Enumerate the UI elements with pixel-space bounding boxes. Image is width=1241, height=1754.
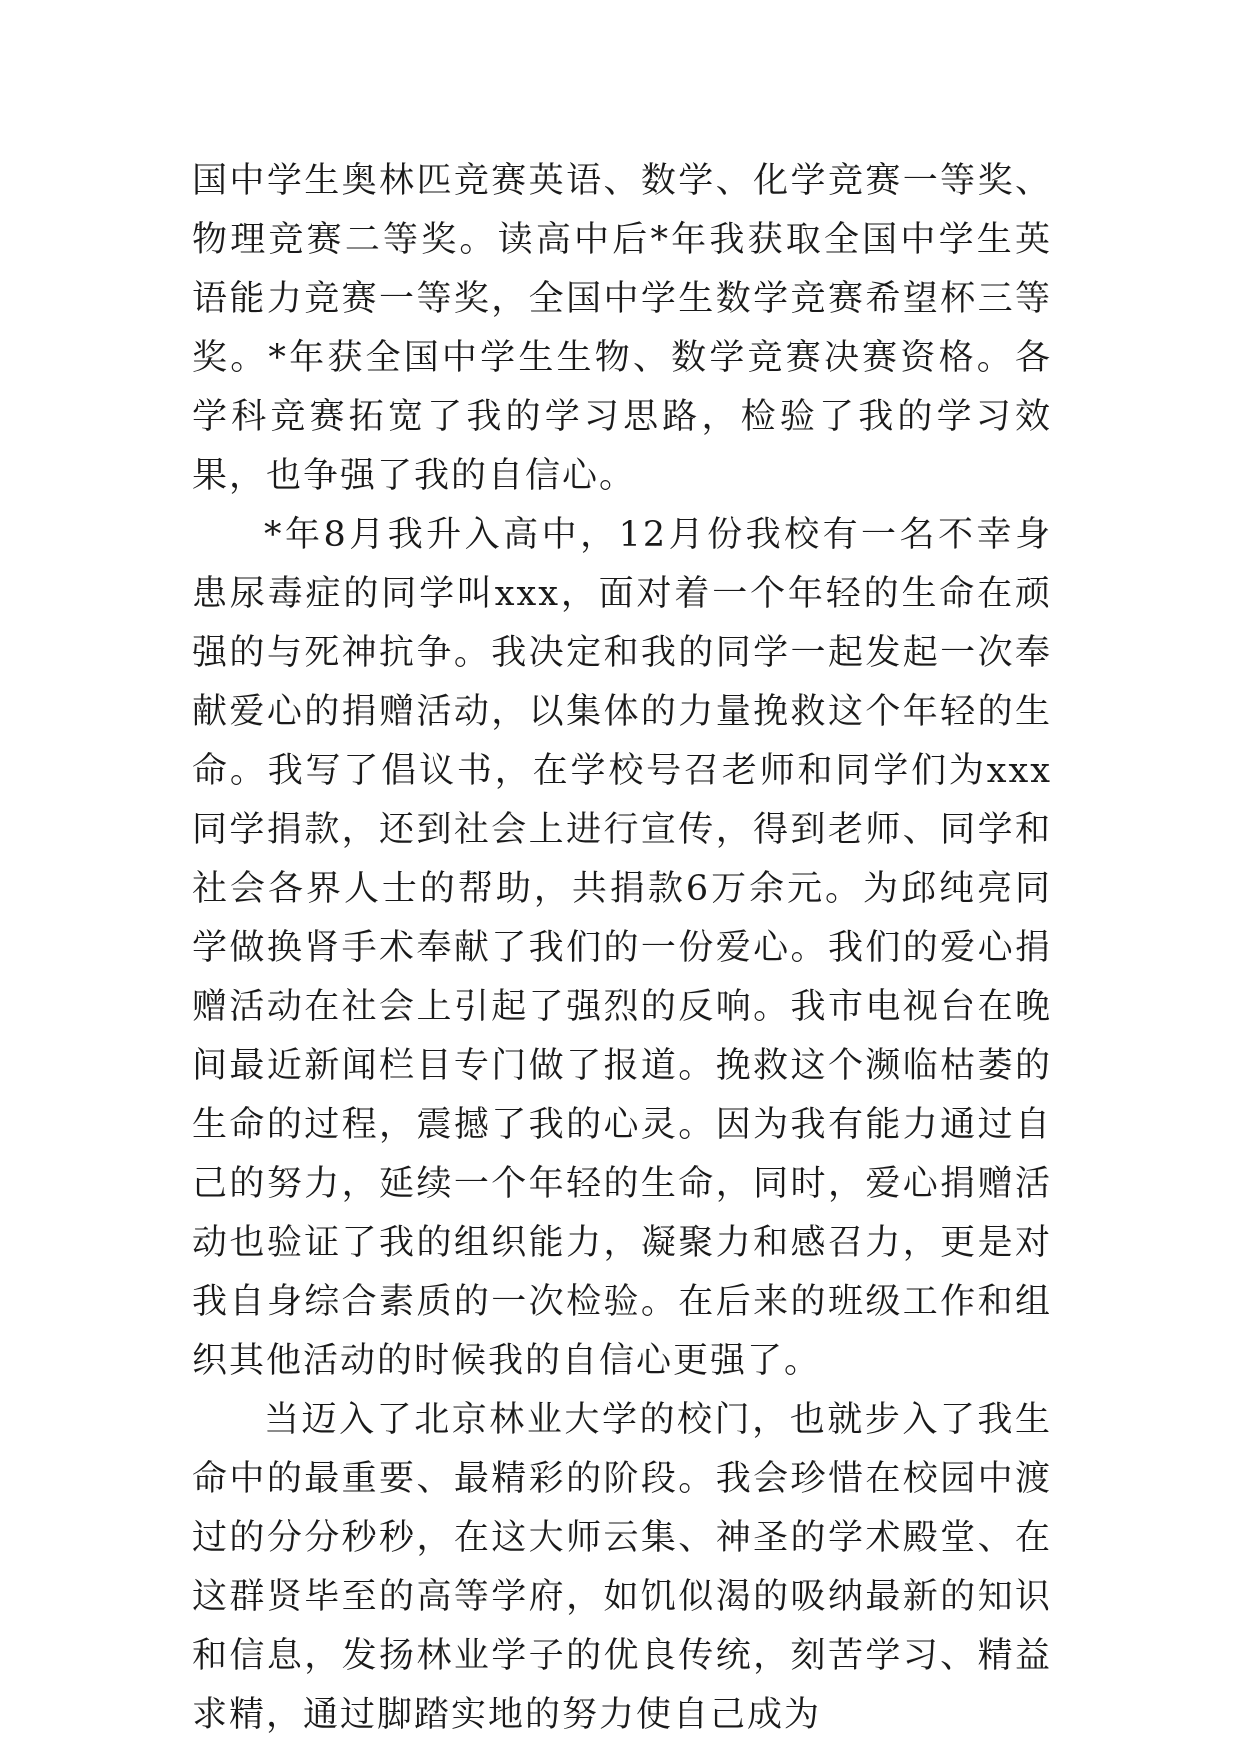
document-body: [192, 152, 1052, 1745]
paragraph-3: 当迈入了北京林业大学的校门，也就步入了我生命中的最重要、最精彩的阶段。我会珍惜在校园中渡过的分分秒秒，在这大师云集、神圣的学术殿堂、在这群贤毕至的高等学府，如饥似渴的吸纳最新的知识和信息，发扬林业学子的优良传统，刻苦学习、精益求精，通过脚踏实地的努力使自己成为: [192, 1400, 1052, 1735]
paragraph-1: 国中学生奥林匹竞赛英语、数学、化学竞赛一等奖、物理竞赛二等奖。读高中后*年我获取全国中学生英语能力竞赛一等奖，全国中学生数学竞赛希望杯三等奖。*年获全国中学生生物、数学竞赛决赛资格。各学科竞赛拓宽了我的学习思路，检验了我的学习效果，也争强了我的自信心。: [192, 161, 1052, 496]
paragraph-2: *年8月我升入高中，12月份我校有一名不幸身患尿毒症的同学叫xxx，面对着一个年轻的生命在顽强的与死神抗争。我决定和我的同学一起发起一次奉献爱心的捐赠活动，以集体的力量挽救这个年轻的生命。我写了倡议书，在学校号召老师和同学们为xxx同学捐款，还到社会上进行宣传，得到老师、同学和社会各界人士的帮助，共捐款6万余元。为邱纯亮同学做换肾手术奉献了我们的一份爱心。我们的爱心捐赠活动在社会上引起了强烈的反响。我市电视台在晚间最近新闻栏目专门做了报道。挽救这个濒临枯萎的生命的过程，震撼了我的心灵。因为我有能力通过自己的努力，延续一个年轻的生命，同时，爱心捐赠活动也验证了我的组织能力，凝聚力和感召力，更是对我自身综合素质的一次检验。在后来的班级工作和组织其他活动的时候我的自信心更强了。: [192, 515, 1052, 1381]
